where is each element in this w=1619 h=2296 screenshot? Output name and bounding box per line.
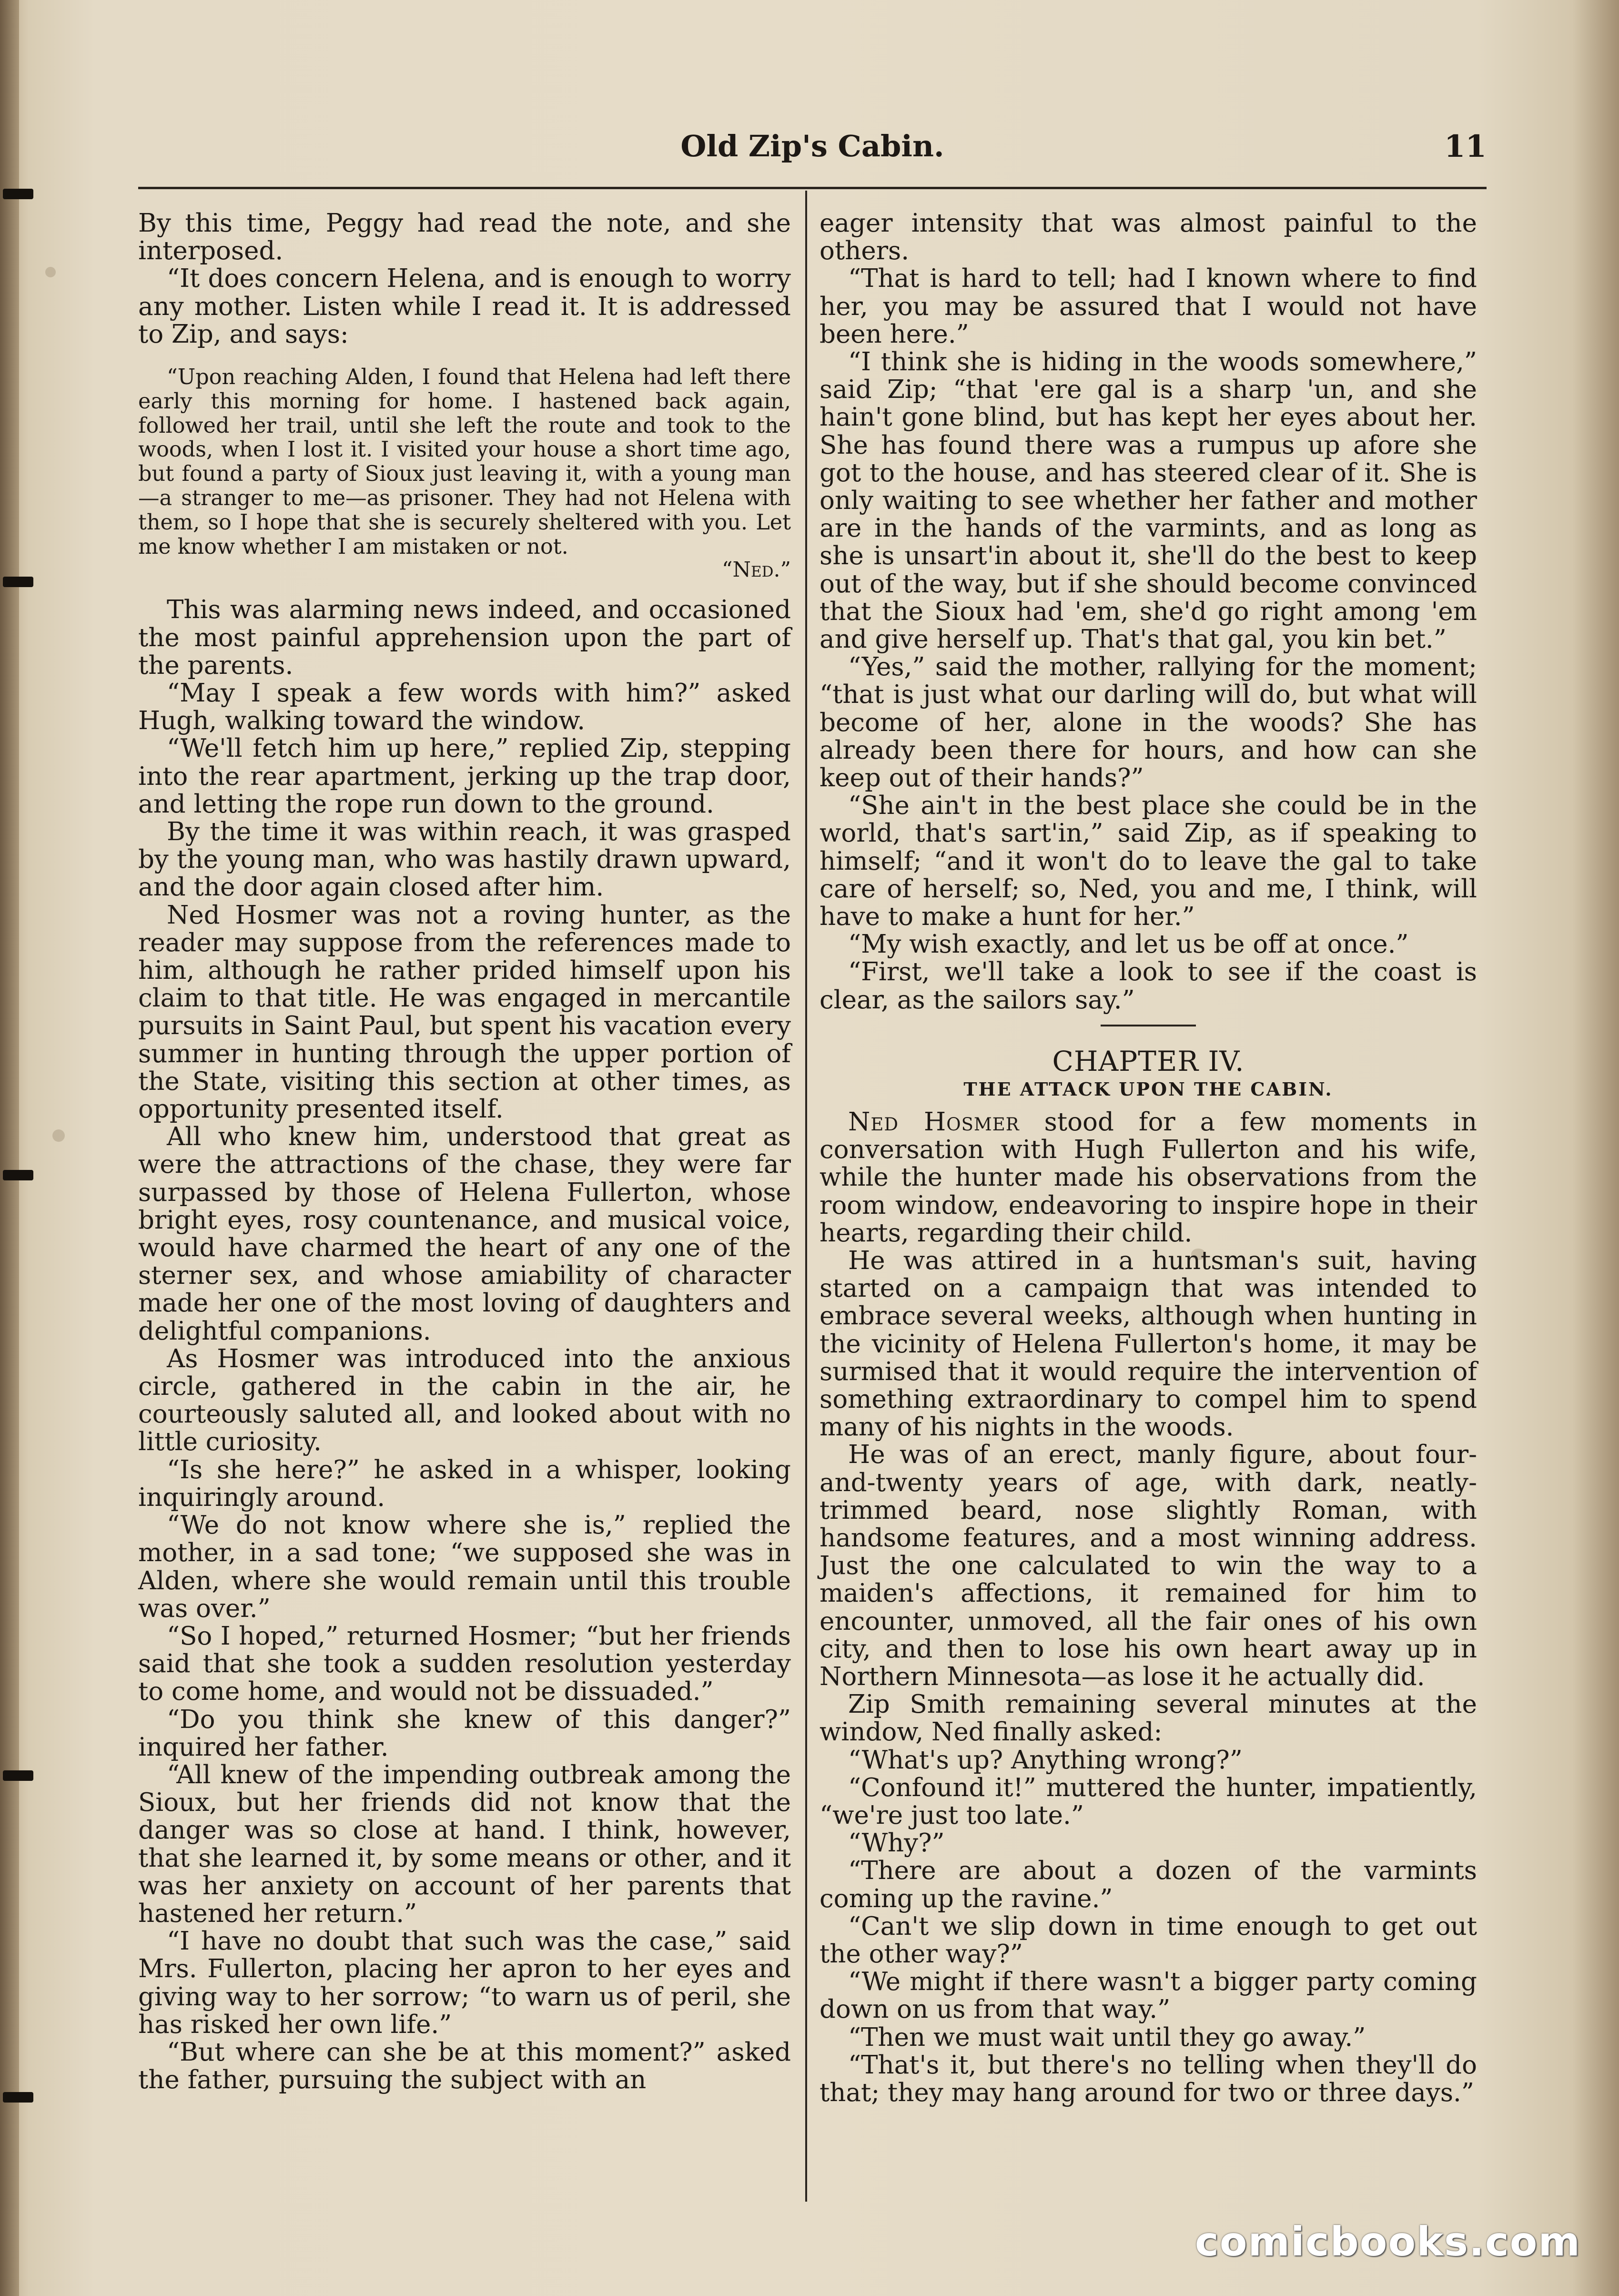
chapter-subtitle: THE ATTACK UPON THE CABIN. bbox=[963, 1078, 1333, 1100]
paragraph: He was attired in a huntsman's suit, having started on a campaign that was intended to embrace several weeks, although when hunting in the vicinity of Helena Fullerton's home, it may be surmised that it would require the intervention of something extraordinary to compel him to spend many of his nights in the woods. bbox=[820, 1246, 1477, 1442]
paragraph: “Is she here?” he asked in a whisper, looking inquiringly around. bbox=[138, 1455, 791, 1512]
paragraph: “All knew of the impending outbreak among the Sioux, but her friends did not know that the danger was so close at hand. I think, however, that she learned it, by some means or other, and it was her anxiety on account of her parents that hastened her return.” bbox=[138, 1760, 791, 1928]
running-header bbox=[138, 119, 1487, 176]
binding-stitch bbox=[3, 189, 33, 199]
paragraph: “It does concern Helena, and is enough to worry any mother. Listen while I read it. It is addressed to Zip, and says: bbox=[138, 264, 791, 349]
page-binding bbox=[0, 0, 19, 2296]
letter-signature: “Ned.” bbox=[722, 558, 791, 582]
paragraph: By the time it was within reach, it was grasped by the young man, who was hastily drawn upward, and the door again closed after him. bbox=[138, 817, 791, 902]
lead-words: Ned Hosmer bbox=[848, 1107, 1020, 1137]
paragraph: “I think she is hiding in the woods somewhere,” said Zip; “that 'ere gal is a sharp 'un, and she hain't gone blind, but has kept her eyes about her. She has found there was a rumpus up afore she got to the house, and has steered clear of it. She is only waiting to see whether her father and mother are in the hands of the varmints, and as long as she is unsart'in about it, she'll do the best to keep out of the way, but if she should become convinced that the Sioux had 'em, she'd go right among 'em and give herself up. That's that gal, you kin bet.” bbox=[820, 347, 1477, 654]
binding-stitch bbox=[3, 1770, 33, 1781]
paragraph-text: stood for a few moments in conversation with Hugh Fullerton and his wife, while the hunter made his observations from the room window, endeavoring to inspire hope in their hearts, regarding their child. bbox=[820, 1107, 1477, 1248]
paragraph: “That's it, but there's no telling when they'll do that; they may hang around for two or three days.” bbox=[820, 2050, 1477, 2107]
paragraph: “Then we must wait until they go away.” bbox=[848, 2022, 1366, 2052]
left-column bbox=[138, 210, 791, 2094]
paragraph: “Confound it!” muttered the hunter, impatiently, “we're just too late.” bbox=[820, 1773, 1477, 1830]
paragraph: Ned Hosmer was not a roving hunter, as the reader may suppose from the references made to him, although he rather prided himself upon his claim to that title. He was engaged in mercantile pursuits in Saint Paul, but spent his vacation every summer in hunting through the upper portion of the State, visiting this section at other times, as opportunity presented itself. bbox=[138, 900, 791, 1124]
paragraph: “We'll fetch him up here,” replied Zip, stepping into the rear apartment, jerking up the trap door, and letting the rope run down to the ground. bbox=[138, 734, 791, 819]
paragraph: By this time, Peggy had read the note, and she interposed. bbox=[138, 209, 791, 266]
paragraph: “There are about a dozen of the varmints coming up the ravine.” bbox=[820, 1856, 1477, 1913]
paragraph: “We do not know where she is,” replied the mother, in a sad tone; “we supposed she was in Alden, where she would remain until this trouble was over.” bbox=[138, 1511, 791, 1623]
chapter-title: CHAPTER IV. bbox=[1052, 1045, 1245, 1077]
paragraph: This was alarming news indeed, and occasioned the most painful apprehension upon the part of the parents. bbox=[138, 595, 791, 680]
letter-text: “Upon reaching Alden, I found that Helena had left there early this morning for home. I hastened back again, followed her trail, until she left the route and took to the woods, when I lost it. I visited your house a short time ago, but found a party of Sioux just leaving it, with a young man—a stranger to me—as prisoner. They had not Helena with them, so I hope that she is securely sheltered with you. Let me know whether I am mistaken or not. bbox=[138, 365, 791, 559]
chapter-rule bbox=[1101, 1025, 1196, 1026]
paragraph: “What's up? Anything wrong?” bbox=[848, 1745, 1243, 1775]
paragraph: “But where can she be at this moment?” asked the father, pursuing the subject with an bbox=[138, 2037, 791, 2095]
paragraph: “So I hoped,” returned Hosmer; “but her friends said that she took a sudden resolution yesterday to come home, and would not be dissuaded.” bbox=[138, 1621, 791, 1707]
right-column bbox=[820, 210, 1477, 2107]
page-number: 11 bbox=[1444, 129, 1487, 164]
quoted-letter bbox=[138, 366, 791, 582]
paragraph: “I have no doubt that such was the case,” said Mrs. Fullerton, placing her apron to her eyes and giving way to her sorrow; “to warn us of peril, she has risked her own life.” bbox=[138, 1927, 791, 2039]
paragraph: Zip Smith remaining several minutes at the window, Ned finally asked: bbox=[820, 1690, 1477, 1747]
paragraph: As Hosmer was introduced into the anxious circle, gathered in the cabin in the air, he courteously saluted all, and looked about with no little curiosity. bbox=[138, 1344, 791, 1457]
paragraph: All who knew him, understood that great as were the attractions of the chase, they were far surpassed by those of Helena Fullerton, whose bright eyes, rosy countenance, and musical voice, would have charmed the heart of any one of the sterner sex, and whose amiability of character made her one of the most loving of daughters and delightful companions. bbox=[138, 1122, 791, 1346]
paragraph: “She ain't in the best place she could be in the world, that's sart'in,” said Zip, as if speaking to himself; “and it won't do to leave the gal to take care of herself; so, Ned, you and me, I think, will have to make a hunt for her.” bbox=[820, 791, 1477, 932]
binding-stitch bbox=[3, 1170, 33, 1180]
paragraph: “Why?” bbox=[848, 1829, 945, 1858]
paragraph: “Do you think she knew of this danger?” inquired her father. bbox=[138, 1705, 791, 1762]
paragraph: “My wish exactly, and let us be off at once.” bbox=[848, 930, 1409, 959]
running-title: Old Zip's Cabin. bbox=[680, 129, 944, 163]
paragraph: “We might if there wasn't a bigger party coming down on us from that way.” bbox=[820, 1967, 1477, 2024]
paragraph bbox=[820, 1108, 1477, 1247]
paragraph: “Yes,” said the mother, rallying for the moment; “that is just what our darling will do, but what will become of her, alone in the woods? She has already been there for hours, and how can she keep out of their hands?” bbox=[820, 652, 1477, 793]
paragraph: He was of an erect, manly figure, about four-and-twenty years of age, with dark, neatly-trimmed beard, nose slightly Roman, with handsome features, and a most winning address. Just the one calculated to win the way to a maiden's affections, it remained for him to encounter, unmoved, all the fair ones of his own city, and then to lose his own heart away up in Northern Minnesota—as lose it he actually did. bbox=[820, 1440, 1477, 1691]
page-stain bbox=[52, 1129, 65, 1142]
header-rule bbox=[138, 187, 1487, 189]
watermark: comicbooks.com bbox=[1195, 2218, 1581, 2265]
paragraph: eager intensity that was almost painful to the others. bbox=[820, 209, 1477, 266]
paragraph: “That is hard to tell; had I known where to find her, you may be assured that I would not have been here.” bbox=[820, 264, 1477, 349]
paragraph: “May I speak a few words with him?” asked Hugh, walking toward the window. bbox=[138, 679, 791, 736]
page-stain bbox=[45, 267, 56, 277]
binding-stitch bbox=[3, 2092, 33, 2103]
binding-stitch bbox=[3, 577, 33, 587]
paragraph: “First, we'll take a look to see if the coast is clear, as the sailors say.” bbox=[820, 957, 1477, 1015]
column-divider bbox=[805, 191, 807, 2202]
paragraph: “Can't we slip down in time enough to get out the other way?” bbox=[820, 1911, 1477, 1969]
